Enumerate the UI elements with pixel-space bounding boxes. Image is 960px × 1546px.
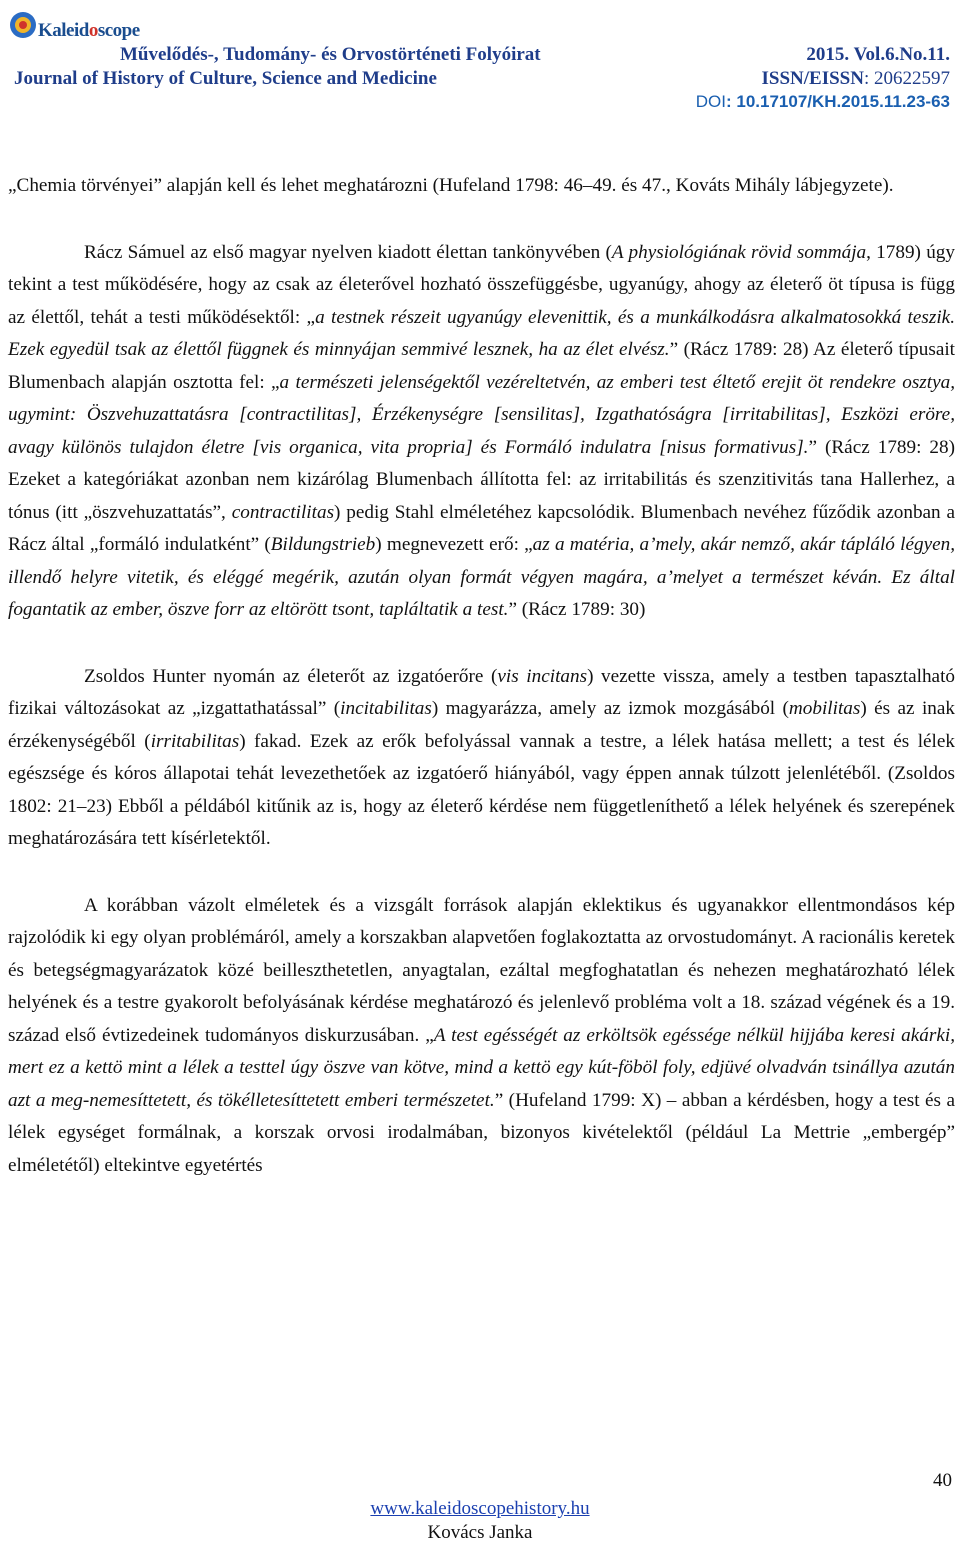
- journal-title-en: Journal of History of Culture, Science and Medicine: [14, 68, 437, 89]
- paragraph-4: A korábban vázolt elméletek és a vizsgált források alapján eklektikus és ugyanakkor ellentmondásos kép rajzolódik ki egy olyan problémáról, amely a korszakban alapvetően foglakoztatta az orvostudományt. A racionális keretek és betegségmagyarázatok közé beilleszthetetlen, anyagtalan, ezáltal megfoghatatlan és nehezen meghatározható lélek helyének és a testre gyakorolt befolyásának kérdése meghatározó és jelenlevő probléma volt a 18. század végének és a 19. század első évtizedeinek tudományos diskurzusában. „A test egésségét az erköltsök egéssége nélkül hijjába keresi akárki, mert ez a kettö mint a lélek a testtel úgy öszve van kötve, mind a kettö egy kút-föböl foly, edjüvé olvadván tsinállya azután azt a meg-nemesíttetett, és tökélletesíttetett emberi természetet.” (Hufeland 1799: X) – abban a kérdésben, hogy a test és a lélek egységet formálnak, a korszak orvosi irodalmában, bizonyos kivételektől (például La Mettrie „embergép” elméletétől) eltekintve egyetértés: [8, 894, 955, 1176]
- issn-info: ISSN/EISSN: 20622597: [761, 68, 950, 89]
- article-body: [8, 170, 955, 1182]
- kaleidoscope-logo: [8, 6, 140, 46]
- logo-wordmark: Kaleidoscope: [38, 20, 140, 41]
- website-link[interactable]: www.kaleidoscopehistory.hu: [370, 1498, 590, 1519]
- logo-mark-icon: [8, 10, 38, 40]
- author-name: Kovács Janka: [427, 1522, 533, 1543]
- paragraph-3: Zsoldos Hunter nyomán az életerőt az izgatóerőre (vis incitans) vezette vissza, amely a testben tapasztalható fizikai változásokat az „izgattathatással” (incitabilitas) magyarázza, amely az izmok mozgásából (mobilitas) és az inak érzékenységéből (irritabilitas) fakad. Ezek az erők befolyással vannak a testre, a lélek hatása mellett; a test és lélek egészsége és kóros állapotai tehát levezethetőek az izgatóerő hiányából, vagy éppen annak túlzott jelenlétéből. (Zsoldos 1802: 21–23) Ebből a példából kitűnik az is, hogy az életerő kérdése nem függetleníthető a lélek helyének és szerepének meghatározására tett kísérletektől.: [8, 665, 955, 849]
- paragraph-1: „Chemia törvényei” alapján kell és lehet meghatározni (Hufeland 1798: 46–49. és 47., Kováts Mihály lábjegyzete).: [8, 175, 894, 196]
- doi-info: DOI: 10.17107/KH.2015.11.23-63: [695, 92, 950, 111]
- journal-title-hu: Művelődés-, Tudomány- és Orvostörténeti Folyóirat: [120, 44, 541, 65]
- paragraph-2: Rácz Sámuel az első magyar nyelven kiadott élettan tankönyvében (A physiológiának rövid sommája, 1789) úgy tekint a test működésére, hogy az csak az életerővel hozható összefüggésbe, ugyanúgy, ahogy az életerő öt típusa is függ az élettől, tehát a testi működésektől: „a testnek részeit ugyanúgy elevenittik, és a munkálkodásra alkalmatosokká teszik. Ezek egyedül tsak az élettől függnek és minnyájan semmivé lesznek, ha az élet elvész.” (Rácz 1789: 28) Az életerő típusait Blumenbach alapján osztotta fel: „a természeti jelenségektől vezéreltetvén, az emberi test éltető erejit öt rendekre osztya, ugymint: Öszvehuzattatásra [contractilitas], Érzékenységre [sensilitas], Izgathatóságra [irritabilitas], Eszközi eröre, avagy különös tulajdon életre [vis organica, vita propria] és Formáló indulatra [nisus formativus].” (Rácz 1789: 28) Ezeket a kategóriákat azonban nem kizárólag Blumenbach állította fel: az irritabilitás és szenzitivitás tana Hallerhez, a tónus (itt „öszvehuzattatás”, contractilitas) pedig Stahl elméletéhez kapcsolódik. Blumenbach nevéhez fűződik azonban a Rácz által „formáló indulatként” (Bildungstrieb) megnevezett erő: „az a matéria, a’mely, akár nemző, akár tápláló légyen, illendő helyre vitetik, és eléggé megérik, azután olyan formát végyen magára, a’melyet a természet kéván. Ez által fogantatik az ember, öszve forr az eltörött tsont, tapláltatik a test.” (Rácz 1789: 30): [8, 241, 956, 620]
- issue-info: 2015. Vol.6.No.11.: [806, 44, 950, 65]
- journal-header: [0, 0, 960, 118]
- page-number: 40: [933, 1470, 952, 1491]
